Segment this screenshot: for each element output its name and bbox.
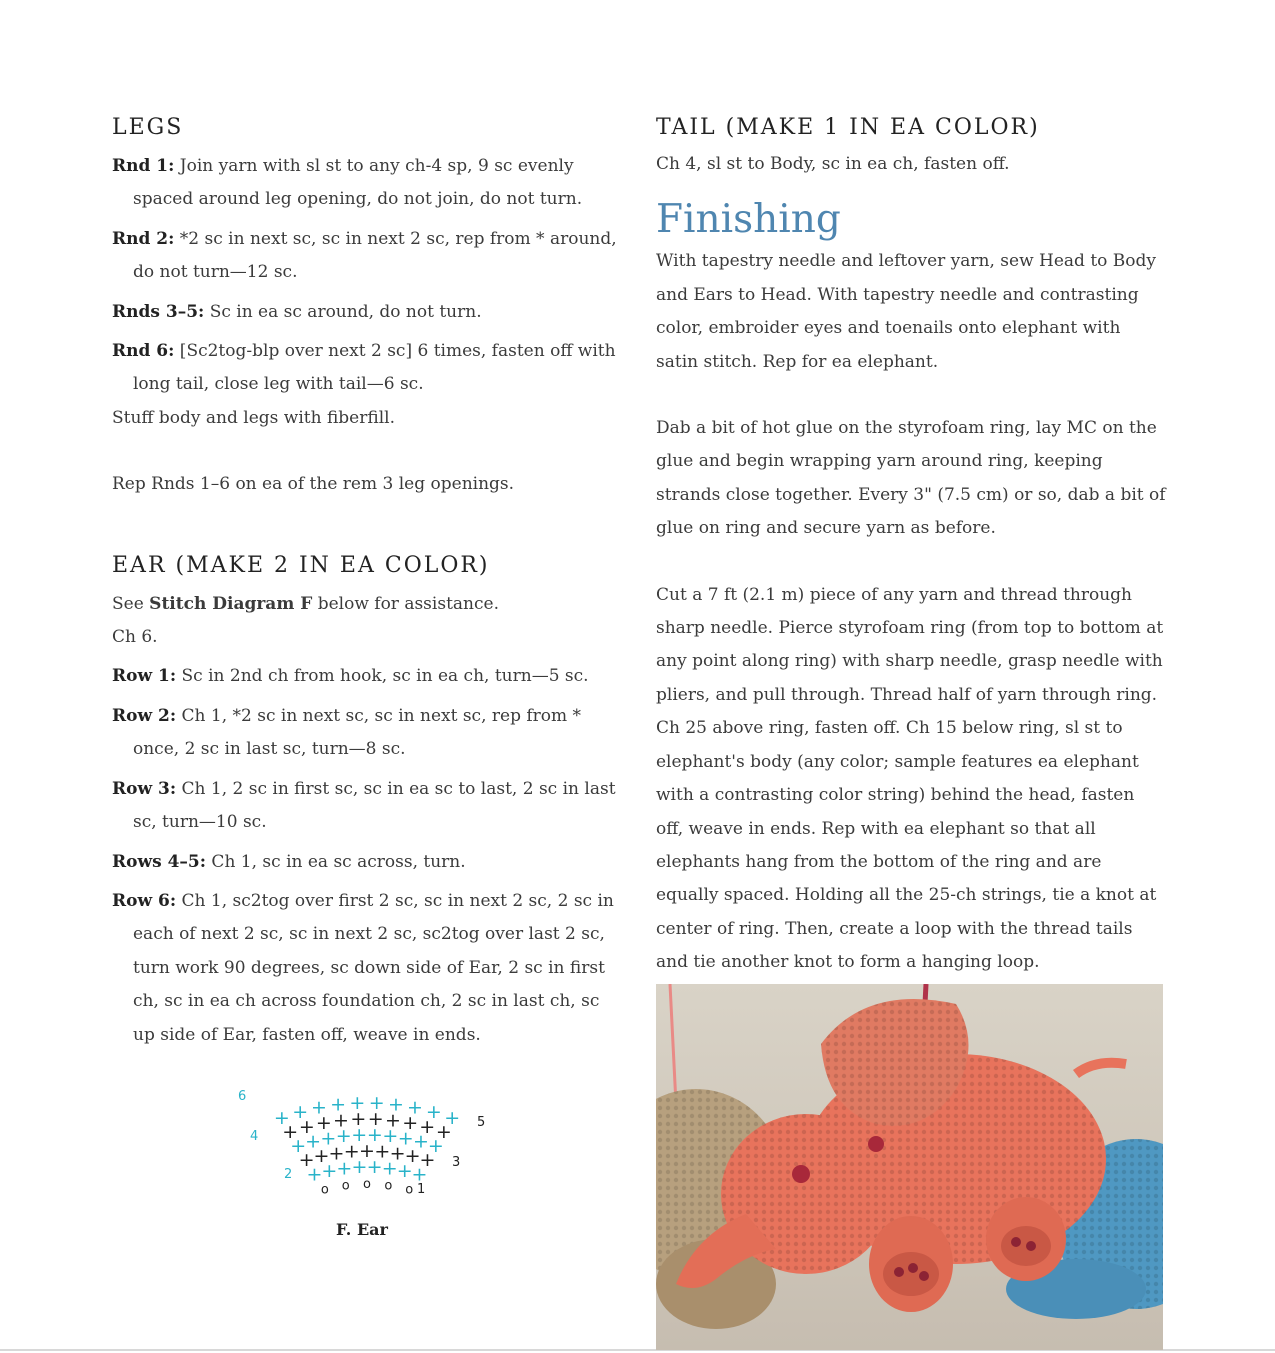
legs-step: Rnds 3–5: Sc in ea sc around, do not turn. <box>112 301 482 322</box>
stitch-symbol: + <box>366 1156 383 1179</box>
stitch-symbol: + <box>444 1106 461 1129</box>
ear-heading: EAR (MAKE 2 IN EA COLOR) <box>112 552 490 578</box>
stitch-symbol: + <box>368 1092 385 1115</box>
stitch-symbol: + <box>306 1163 323 1186</box>
ear-chain-line: Ch 6. <box>112 627 158 648</box>
stitch-symbol: + <box>385 1109 401 1132</box>
ear-stitch-chart <box>232 1060 492 1210</box>
stitch-symbol: o <box>405 1182 414 1198</box>
stitch-symbol: + <box>425 1101 442 1124</box>
stitch-symbol: + <box>273 1106 290 1129</box>
stitch-symbol: + <box>336 1157 353 1180</box>
stitch-symbol: + <box>343 1140 360 1163</box>
legs-heading: LEGS <box>112 115 184 140</box>
ear-step: Row 3: Ch 1, 2 sc in first sc, sc in ea sc to last, 2 sc in last sc, turn—10 sc. <box>112 778 616 833</box>
legs-step: Rnd 1: Join yarn with sl st to any ch-4 sp, 9 sc evenly spaced around leg opening, do not join, do not turn. <box>112 156 583 210</box>
finishing-heading: Finishing <box>656 197 841 243</box>
legs-step: Rnd 2: *2 sc in next sc, sc in next 2 sc, rep from * around, do not turn—12 sc. <box>112 228 617 283</box>
stitch-symbol: + <box>389 1142 406 1165</box>
stitch-symbol: + <box>382 1125 399 1148</box>
stitch-symbol: + <box>374 1140 391 1163</box>
crocheted-elephants-illustration <box>656 984 1163 1350</box>
finishing-paragraph: Cut a 7 ft (2.1 m) piece of any yarn and thread through sharp needle. Pierce styrofoam ring (from top to bottom at any point along ring) with sharp needle, grasp needle with pliers, and pull through. Thread half of yarn through ring. Ch 25 above ring, fasten off. Ch 15 below ring, sl st to elephant's body (any color; sample features ea elephant with a contrasting color string) behind the head, fasten off, weave in ends. Rep with ea elephant so that all elephants hang from the bottom of the ring and are equally spaced. Holding all the 25-ch strings, tie a knot at center of ring. Then, create a loop with the thread tails and tie another knot to form a hanging loop. <box>656 584 1164 973</box>
ear-step: Rows 4–5: Ch 1, sc in ea sc across, turn. <box>112 851 466 872</box>
ear-step: Row 6: Ch 1, sc2tog over first 2 sc, sc in next 2 sc, 2 sc in each of next 2 sc, sc in next 2 sc, sc2tog over last 2 sc, turn work 90 degrees, sc down side of Ear, 2 sc in first ch, sc in ea ch across foundation ch, 2 sc in last ch, sc up side of Ear, fasten off, weave in ends. <box>112 890 614 1045</box>
stitch-symbol: + <box>359 1140 375 1162</box>
stitch-symbol: o <box>363 1177 371 1192</box>
stitch-symbol: o <box>320 1182 329 1198</box>
stitch-symbol: + <box>282 1120 299 1143</box>
stitch-symbol: o <box>341 1178 350 1194</box>
stitch-symbol: + <box>320 1127 337 1150</box>
stitch-symbol: + <box>427 1135 444 1158</box>
stitch-symbol: + <box>407 1096 423 1119</box>
stitch-symbol: + <box>397 1127 414 1150</box>
elephant-mobile-photo <box>656 984 1163 1350</box>
tail-heading: TAIL (MAKE 1 IN EA COLOR) <box>656 115 1040 140</box>
legs-note: Stuff body and legs with fiberfill. <box>112 407 395 428</box>
stitch-symbol: + <box>328 1142 345 1165</box>
stitch-symbol: + <box>330 1093 347 1116</box>
row-number: 2 <box>284 1167 293 1182</box>
eye <box>868 1136 884 1152</box>
left-column <box>112 112 622 1058</box>
row-number: 1 <box>417 1182 426 1197</box>
stitch-symbol: + <box>350 1108 367 1131</box>
stitch-symbol: + <box>333 1109 349 1132</box>
legs-step: Rnd 6: [Sc2tog-blp over next 2 sc] 6 times, fasten off with long tail, close leg with tail—6 sc. <box>112 341 616 395</box>
diagram-caption: F. Ear <box>336 1220 388 1239</box>
stitch-diagram-f <box>232 1060 492 1250</box>
stitch-symbol: + <box>349 1092 366 1115</box>
stitch-symbol: + <box>412 1130 429 1153</box>
stitch-symbol: + <box>311 1096 327 1119</box>
finishing-paragraph: With tapestry needle and leftover yarn, sew Head to Body and Ears to Head. With tapestry needle and contrasting color, embroider eyes and toenails onto elephant with satin stitch. Rep for ea elephant. <box>656 251 1157 372</box>
stitch-diagram-reference: Stitch Diagram F <box>149 593 313 614</box>
stitch-symbol: + <box>321 1159 338 1182</box>
row-number: 5 <box>477 1115 486 1130</box>
stitch-symbol: + <box>396 1159 413 1182</box>
stitch-symbol: + <box>419 1149 436 1172</box>
stitch-symbol: + <box>351 1156 368 1179</box>
stitch-symbol: + <box>387 1093 404 1116</box>
stitch-symbol: + <box>315 1112 332 1134</box>
right-column <box>656 112 1166 980</box>
stitch-symbol: + <box>292 1101 309 1124</box>
stitch-symbol: + <box>404 1145 421 1168</box>
stitch-symbol: o <box>384 1178 393 1194</box>
stitch-symbol: + <box>366 1124 383 1147</box>
stitch-symbol: + <box>298 1149 315 1172</box>
row-number: 6 <box>238 1089 247 1104</box>
stitch-symbol: + <box>411 1163 428 1186</box>
tail-text: Ch 4, sl st to Body, sc in ea ch, fasten off. <box>656 154 1010 174</box>
stitch-symbol: + <box>402 1112 419 1134</box>
finishing-paragraph: Dab a bit of hot glue on the styrofoam ring, lay MC on the glue and begin wrapping yarn around ring, keeping strands close together. Every 3" (7.5 cm) or so, dab a bit of glue on ring and secure yarn as before. <box>656 418 1166 539</box>
stitch-symbol: + <box>435 1120 452 1143</box>
eye <box>792 1165 810 1183</box>
stitch-symbol: + <box>351 1124 368 1147</box>
stitch-symbol: + <box>305 1130 322 1153</box>
stitch-symbol: + <box>367 1108 384 1131</box>
stitch-symbol: + <box>419 1115 436 1138</box>
ear-step: Row 2: Ch 1, *2 sc in next sc, sc in next sc, rep from * once, 2 sc in last sc, turn—8 sc. <box>112 705 582 760</box>
stitch-symbol: + <box>298 1115 315 1138</box>
stitch-symbol: + <box>381 1157 398 1180</box>
row-number: 4 <box>250 1129 259 1144</box>
row-number: 3 <box>452 1155 461 1170</box>
legs-note: Rep Rnds 1–6 on ea of the rem 3 leg openings. <box>112 474 515 495</box>
stitch-symbol: + <box>313 1145 330 1168</box>
ear-step: Row 1: Sc in 2nd ch from hook, sc in ea ch, turn—5 sc. <box>112 666 589 687</box>
stitch-symbol: + <box>290 1135 307 1158</box>
stitch-symbol: + <box>335 1125 352 1148</box>
ear-intro: See Stitch Diagram F below for assistance. <box>112 593 499 614</box>
